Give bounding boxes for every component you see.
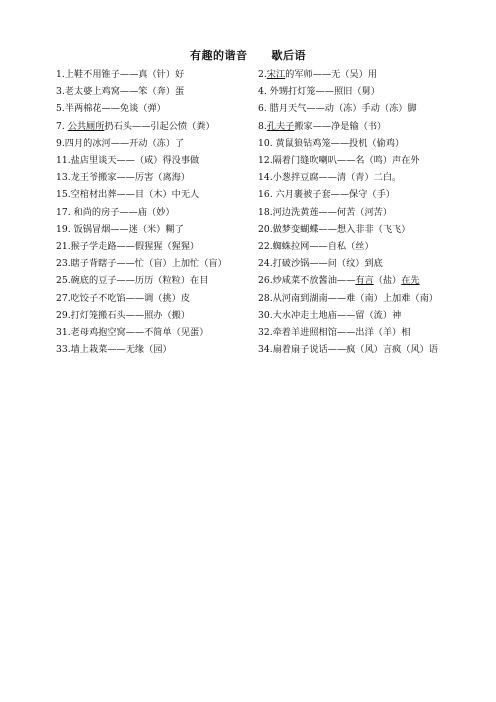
list-row: [0, 324, 496, 341]
underlined-term: 宋江: [266, 69, 286, 80]
underlined-term: 在先: [401, 275, 420, 287]
list-row: [0, 221, 496, 238]
list-row: [0, 135, 496, 152]
list-item: 18.河边洗黄莲——何苦（河苦）: [258, 206, 393, 218]
list-item: 23.瞎子背瞎子——忙（盲）上加忙（盲）: [56, 258, 227, 270]
list-row: [0, 83, 496, 100]
list-item: 12.隔着门缝吹喇叭——名（鸣）声在外: [258, 155, 420, 166]
list-item: 4. 外甥打灯笼——照旧（舅）: [258, 86, 380, 98]
list-row: [0, 169, 496, 186]
list-item: 10. 黄鼠狼钻鸡笼——投机（偷鸡）: [258, 137, 405, 149]
list-item: 34.扇着扇子说话——疯（风）言疯（风）语: [258, 344, 438, 356]
list-item: 11.盐店里谈天——（咸）得没事做: [56, 155, 200, 166]
list-item: 2.宋江的军师——无（吴）用: [258, 69, 378, 80]
list-item: 5.半两棉花——免谈（弹）: [56, 103, 166, 115]
title-main: 有趣的谐音: [190, 49, 248, 62]
list-item: 14.小葱拌豆腐——清（青）二白。: [258, 172, 402, 184]
list-item: 26.炒咸菜不放酱油——有言（盐）在先: [258, 275, 420, 287]
list-row: [0, 290, 496, 307]
list-item: 29.打灯笼搬石头——照办（搬）: [56, 309, 191, 321]
list-item: 6. 腊月天气——动（冻）手动（冻）脚: [258, 103, 417, 115]
list-row: [0, 341, 496, 358]
underlined-term: 有言: [355, 275, 374, 287]
list-row: [0, 272, 496, 289]
list-item: 30.大水冲走土地庙——留（流）神: [258, 309, 402, 321]
list-item: 15.空棺材出葬——目（木）中无人: [56, 189, 200, 201]
list-item: 13.龙王爷搬家——厉害（离海）: [56, 172, 191, 184]
underlined-term: 孔夫子: [266, 120, 295, 132]
list-item: 32.牵着羊进照相馆——出洋（羊）相: [258, 327, 411, 338]
list-row: [0, 100, 496, 117]
list-item: 17. 和尚的房子——庙（妙）: [56, 206, 175, 218]
list-row: [0, 186, 496, 203]
list-item: 31.老母鸡抱空窝——不简单（见蛋）: [56, 327, 209, 338]
list-item: 27.吃饺子不吃馅——调（挑）皮: [56, 292, 191, 304]
list-row: [0, 204, 496, 221]
list-item: 22.蜘蛛拉网——自私（丝）: [258, 241, 374, 252]
list-item: 1.上鞋不用锥子——真（针）好: [56, 69, 185, 80]
list-item: 16. 六月裹被子套——保守（手）: [258, 189, 395, 201]
list-row: [0, 118, 496, 135]
list-item: 20.做梦变蝴蝶——想入非非（飞飞）: [258, 223, 411, 235]
list-item: 9.四月的冰河——开动（冻）了: [56, 137, 185, 149]
list-item: 24.打破沙锅——问（纹）到底: [258, 258, 383, 270]
list-item: 19. 饭锅冒烟——迷（米）糊了: [56, 223, 184, 235]
list-item: 33.墙上栽菜——无缘（园）: [56, 344, 172, 356]
underlined-term: 公共厕所: [67, 120, 105, 132]
list-item: 21.猴子学走路——假猩猩（猩猩）: [56, 241, 200, 252]
list-item: 3.老太婆上鸡窝——笨（奔）蛋: [56, 86, 185, 98]
list-item: 28.从河南到湖南——难（南）上加难（南）: [258, 292, 438, 304]
list-row: [0, 255, 496, 272]
page-title: [0, 47, 496, 63]
list-row: [0, 152, 496, 169]
list-row: [0, 238, 496, 255]
list-item: 8.孔夫子搬家——净是输（书）: [258, 120, 387, 132]
list-row: [0, 66, 496, 83]
list-item: 7. 公共厕所扔石头——引起公愤（粪）: [56, 120, 215, 132]
title-sub: 歇后语: [271, 49, 306, 62]
list-item: 25.碗底的豆子——历历（粒粒）在目: [56, 275, 209, 287]
list-row: [0, 307, 496, 324]
